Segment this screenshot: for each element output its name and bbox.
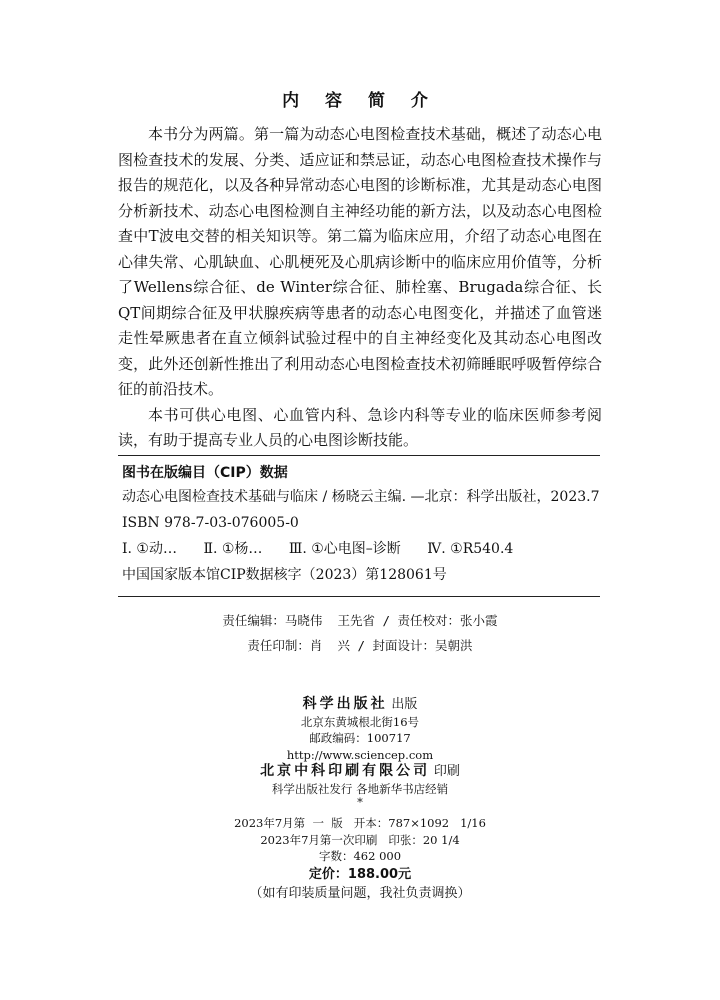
cip-heading: 图书在版编目（CIP）数据 — [122, 465, 288, 481]
distribution-line: 科学出版社发行 各地新华书店经销 — [271, 781, 449, 796]
quality-notice: （如有印装质量问题，我社负责调换） — [249, 885, 471, 901]
cip-class-item: Ⅲ. ①心电图–诊断 — [288, 541, 401, 557]
printer-action: 印刷 — [433, 764, 460, 779]
printer-name: 北京中科印刷有限公司 — [260, 763, 431, 779]
word-count: 字数：462 000 — [318, 849, 402, 863]
cip-class-item: Ⅳ. ①R540.4 — [427, 541, 514, 557]
publisher-address: 北京东黄城根北街16号 — [300, 714, 420, 729]
cip-class-item: Ⅱ. ①杨… — [203, 541, 263, 557]
edition-line: 2023年7月第 一 版 开本：787×1092 1/16 — [234, 816, 486, 830]
publisher-postcode: 邮政编码：100717 — [309, 731, 411, 745]
publisher-line — [0, 696, 720, 714]
publisher-info — [0, 696, 720, 904]
credit-line-production: 责任印制：肖 兴 / 封面设计：吴朝洪 — [247, 638, 473, 653]
credit-line-editors: 责任编辑：马晓伟 王先省 / 责任校对：张小霞 — [222, 613, 498, 628]
printing-line: 2023年7月第一次印刷 印张：20 1/4 — [260, 832, 460, 847]
publisher-website: http://www.sciencep.com — [286, 747, 434, 762]
cip-data-block — [118, 455, 600, 597]
separator-asterisk: * — [357, 795, 363, 809]
cip-record-number: 中国国家版本馆CIP数据核字（2023）第128061号 — [122, 567, 447, 583]
cip-title-line: 动态心电图检查技术基础与临床 / 杨晓云主编. —北京：科学出版社，2023.7 — [122, 489, 600, 505]
price: 定价：188.00元 — [308, 866, 412, 882]
publisher-name: 科学出版社 — [302, 696, 388, 712]
publisher-action: 出版 — [391, 697, 418, 712]
cip-classification — [122, 536, 600, 562]
book-summary — [118, 122, 602, 454]
editorial-credits — [0, 608, 720, 658]
summary-paragraph: 本书分为两篇。第一篇为动态心电图检查技术基础，概述了动态心电图检查技术的发展、分类、适应证和禁忌证，动态心电图检查技术操作与报告的规范化，以及各种异常动态心电图的诊断标准，尤其是动态心电图分析新技术、动态心电图检测自主神经功能的新方法，以及动态心电图检查中T波电交替的相关知识等。第二篇为临床应用，介绍了动态心电图在心律失常、心肌缺血、心肌梗死及心肌病诊断中的临床应用价值等，分析了Wellens综合征、de Winter综合征、肺栓塞、Brugada综合征、长QT间期综合征及甲状腺疾病等患者的动态心电图变化，并描述了血管迷走性晕厥患者在直立倾斜试验过程中的自主神经变化及其动态心电图改变，此外还创新性推出了利用动态心电图检查技术初筛睡眠呼吸暂停综合征的前沿技术。 — [118, 125, 602, 398]
printer-line — [0, 763, 720, 781]
summary-paragraph: 本书可供心电图、心血管内科、急诊内科等专业的临床医师参考阅读，有助于提高专业人员的心电图诊断技能。 — [118, 405, 602, 449]
cip-isbn: ISBN 978-7-03-076005-0 — [122, 515, 299, 531]
page-title: 内 容 简 介 — [282, 91, 438, 111]
cip-class-item: Ⅰ. ①动… — [122, 541, 177, 557]
